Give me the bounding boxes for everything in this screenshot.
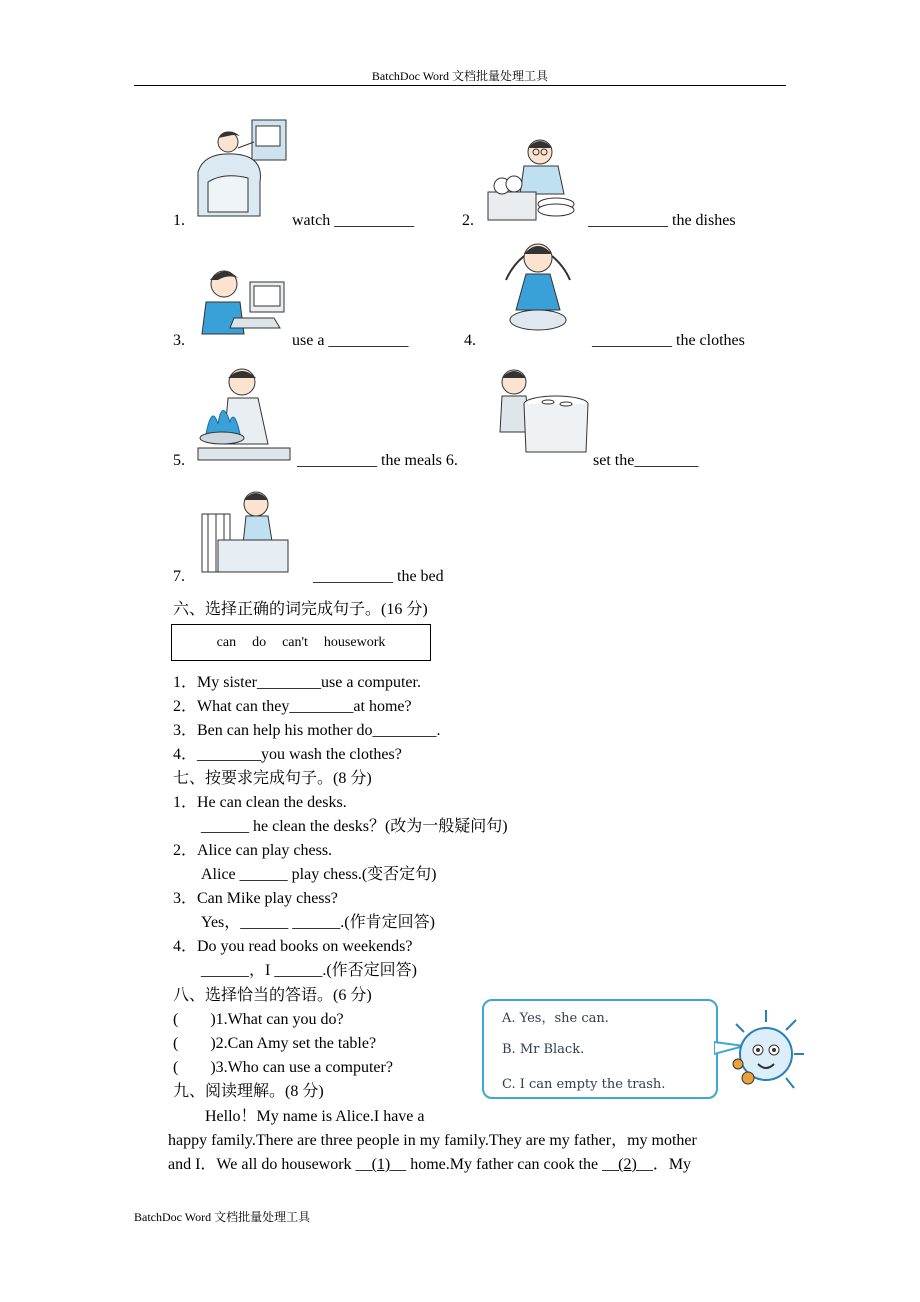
question-line: 1．My sister________use a computer. (173, 674, 421, 691)
item-text: __________ the meals 6. (297, 452, 458, 469)
passage-line: Hello！My name is Alice.I have a (205, 1108, 425, 1125)
make-bed-picture (198, 484, 310, 578)
passage-text: __．My (636, 1156, 692, 1173)
question-line: 4．Do you read books on weekends? (173, 938, 413, 955)
item-number: 4. (464, 332, 476, 349)
section-6-title: 六、选择正确的词完成句子。(16 分) (173, 601, 428, 618)
word-option: housework (323, 634, 386, 650)
item-text: __________ the dishes (588, 212, 736, 229)
answer-option: C. I can empty the trash. (502, 1077, 666, 1092)
wash-clothes-picture (488, 236, 584, 336)
section-8-title: 八、选择恰当的答语。(6 分) (173, 987, 372, 1004)
question-line: 1．He can clean the desks. (173, 794, 347, 811)
item-number: 2. (462, 212, 474, 229)
question-line: 3．Can Mike play chess? (173, 890, 338, 907)
answer-line: Alice ______ play chess.(变否定句) (201, 866, 437, 883)
item-text: watch __________ (292, 212, 415, 229)
question-line: 3．Ben can help his mother do________. (173, 722, 441, 739)
passage-line (168, 1151, 691, 1174)
item-number: 1. (173, 212, 185, 229)
item-number: 3. (173, 332, 185, 349)
answer-option: A. Yes，she can. (502, 1011, 609, 1026)
answer-line: ______ he clean the desks？(改为一般疑问句) (201, 818, 508, 835)
item-text: __________ the bed (313, 568, 444, 585)
question-line: 4．________you wash the clothes? (173, 746, 402, 763)
item-number: 7. (173, 568, 185, 585)
header-rule (134, 85, 786, 86)
word-box (171, 624, 431, 661)
mascot-icon (714, 1002, 806, 1096)
blank-1[interactable]: (1) (371, 1156, 391, 1173)
question-line: 2．Alice can play chess. (173, 842, 333, 859)
question-line: ( )1.What can you do? (173, 1011, 344, 1028)
cook-meals-picture (194, 364, 294, 464)
set-table-picture (492, 362, 592, 456)
item-text: use a __________ (292, 332, 409, 349)
section-7-title: 七、按要求完成句子。(8 分) (173, 770, 372, 787)
item-text: __________ the clothes (592, 332, 745, 349)
passage-line: happy family.There are three people in my family.They are my father，my mother (168, 1132, 697, 1149)
question-line: ( )2.Can Amy set the table? (173, 1035, 377, 1052)
wash-dishes-picture (484, 134, 580, 226)
word-option: can (216, 634, 237, 650)
section-9-title: 九、阅读理解。(8 分) (173, 1083, 324, 1100)
page-header: BatchDoc Word 文档批量处理工具 (371, 69, 549, 83)
passage-text: __ home.My father can cook the __ (390, 1156, 619, 1173)
passage-text: and I．We all do housework __ (168, 1156, 372, 1173)
answer-option: B. Mr Black. (502, 1042, 585, 1057)
question-line: 2．What can they________at home? (173, 698, 412, 715)
item-text: set the________ (593, 452, 699, 469)
word-option: can't (282, 634, 308, 650)
question-line: ( )3.Who can use a computer? (173, 1059, 393, 1076)
answer-line: ______，I ______.(作否定回答) (201, 962, 417, 979)
use-computer-picture (194, 262, 290, 342)
answer-options-bubble (482, 999, 718, 1099)
word-option: do (252, 634, 267, 650)
answer-line: Yes，______ ______.(作肯定回答) (201, 914, 435, 931)
page-footer: BatchDoc Word 文档批量处理工具 (134, 1210, 311, 1224)
watch-tv-picture (194, 112, 290, 220)
item-number: 5. (173, 452, 185, 469)
blank-2[interactable]: (2) (618, 1156, 637, 1173)
